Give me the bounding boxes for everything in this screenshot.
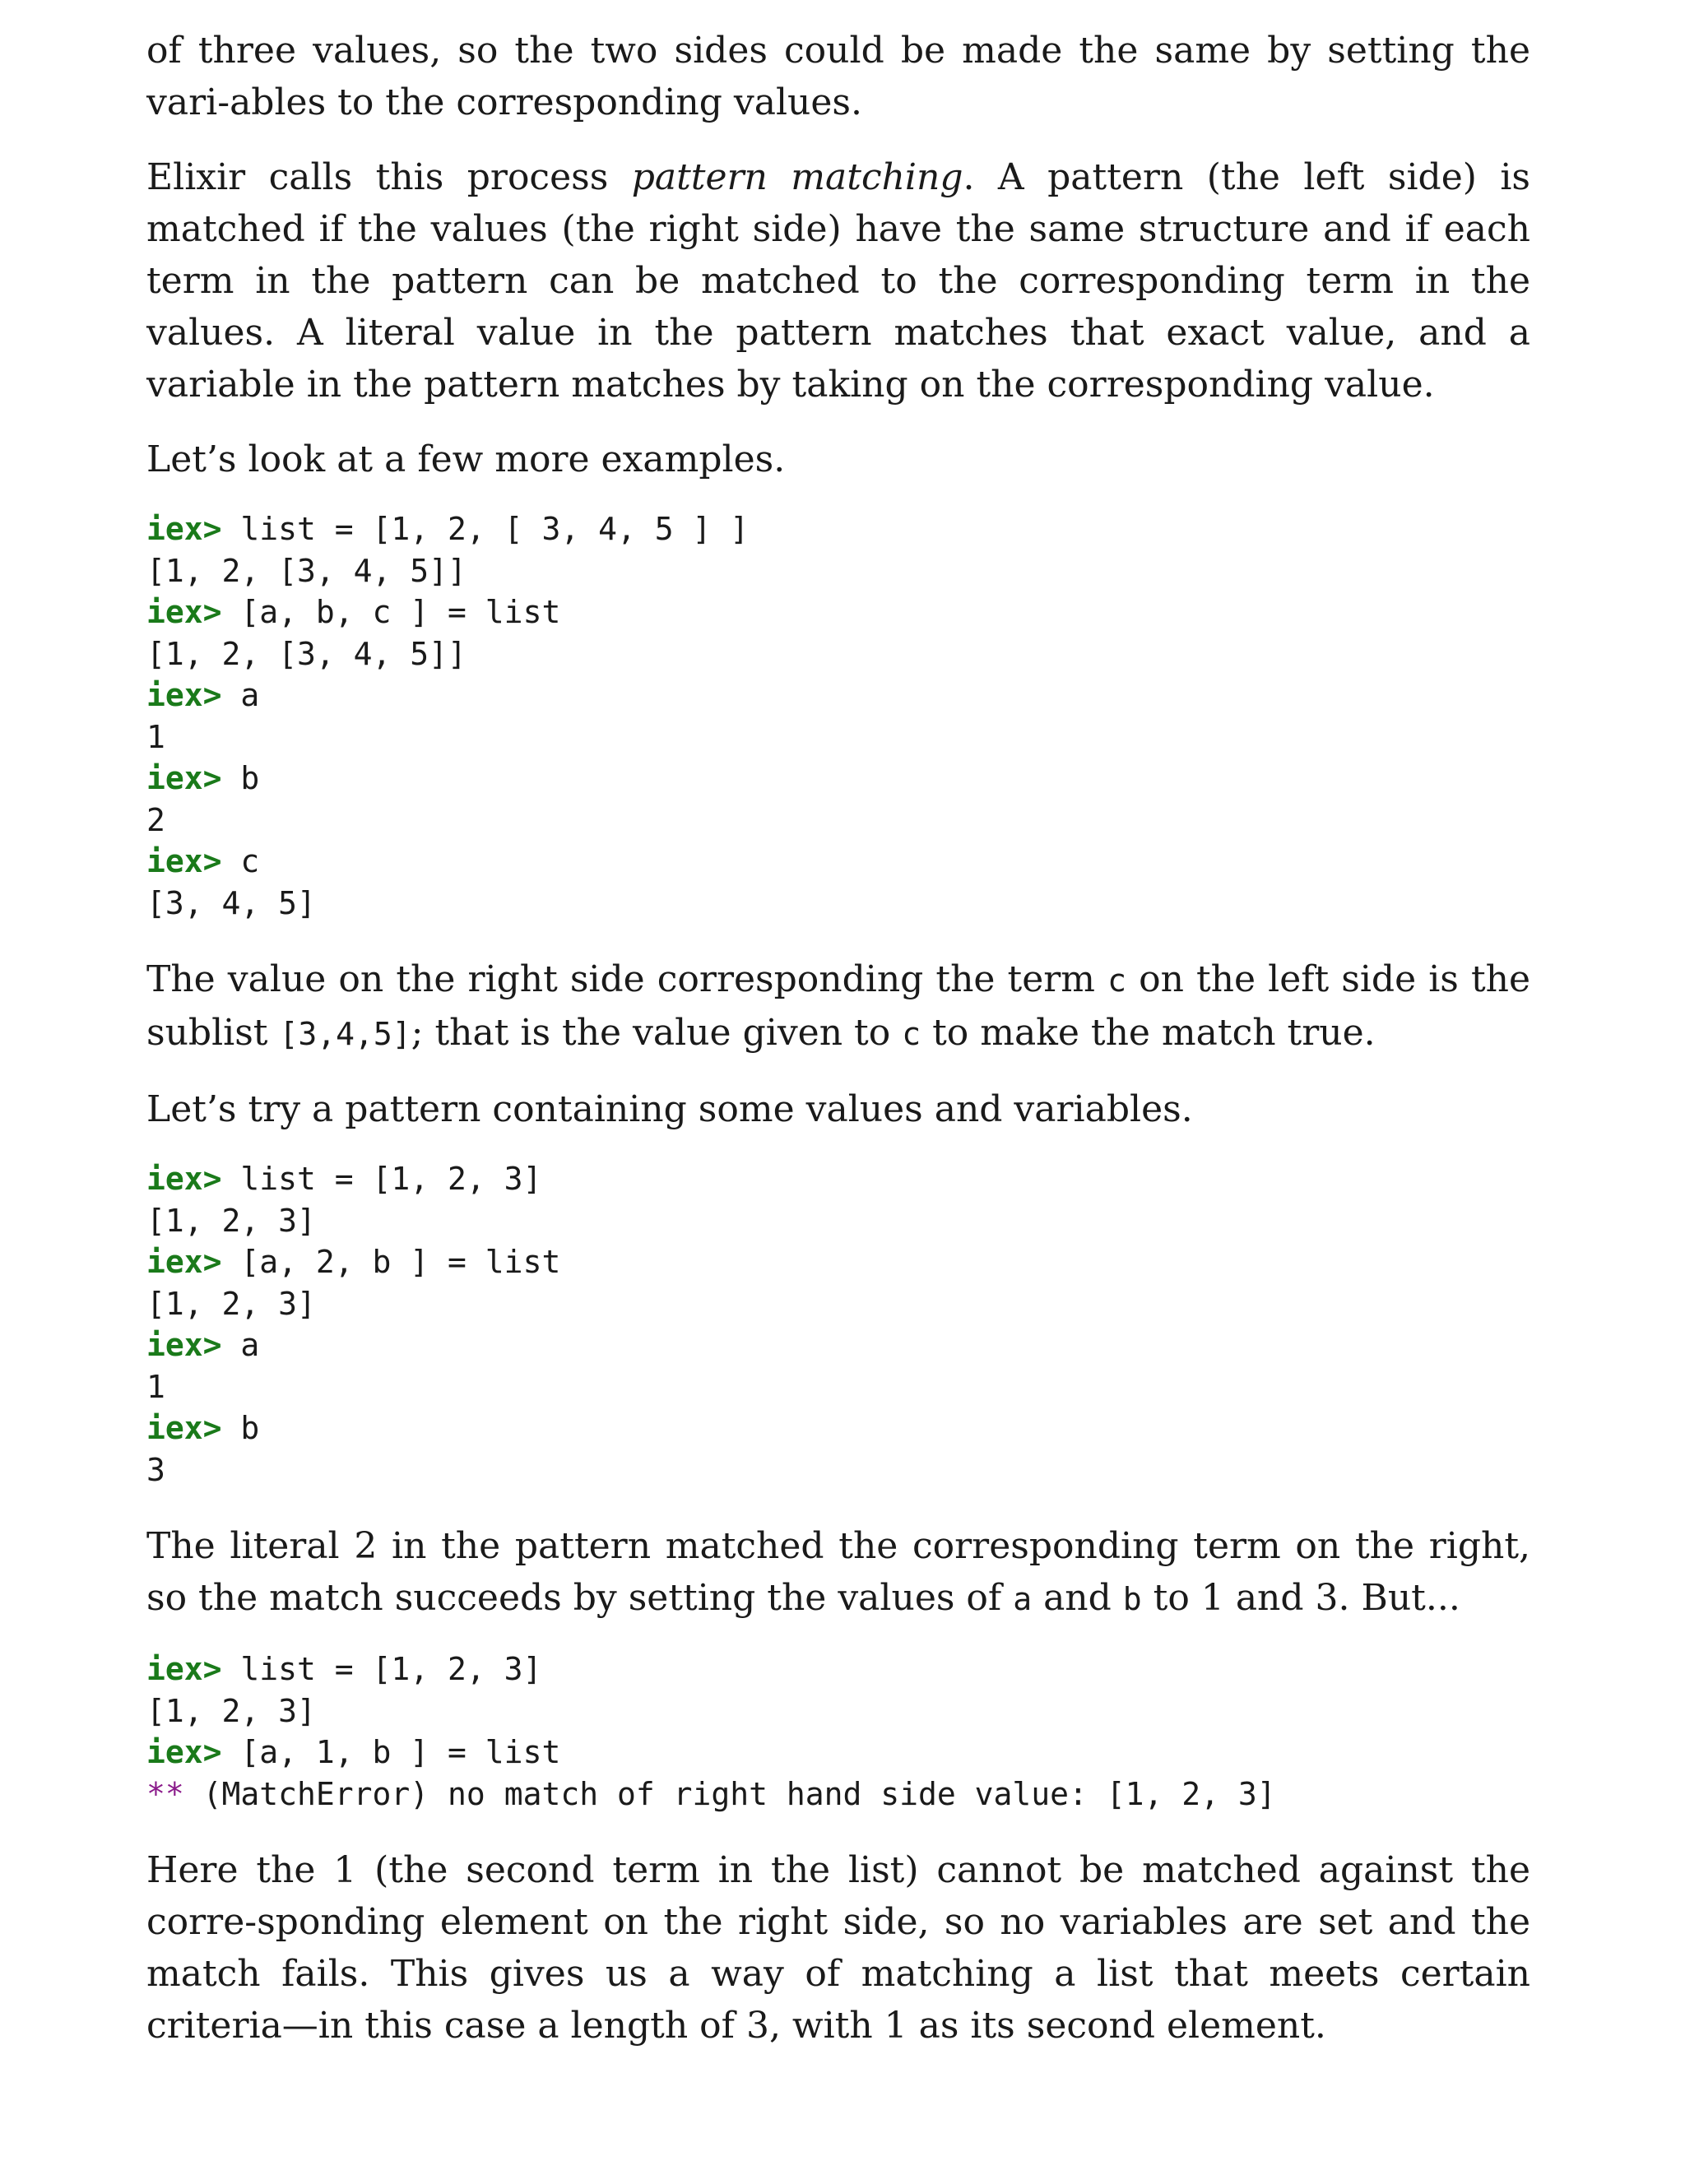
inline-code: a [1013,1581,1033,1617]
code-text: b [221,760,260,796]
code-text: [a, b, c ] = list [221,594,561,630]
iex-prompt: iex> [146,1327,222,1363]
code-text: list = [1, 2, [ 3, 4, 5 ] ] [221,511,750,547]
text-segment: The literal 2 in the pattern matched the corresponding term on the right, so the match succeeds by setting the values of [146,1525,1530,1619]
iex-prompt: iex> [146,1734,222,1770]
inline-code: c [1107,962,1126,999]
paragraph-values-and-variables: Let’s try a pattern containing some values and variables. [146,1088,1193,1130]
code-line [146,1734,560,1770]
code-output: 3 [146,1451,165,1488]
code-output: [1, 2, [3, 4, 5]] [146,552,467,589]
inline-code: c [902,1016,921,1052]
code-line [146,1244,560,1280]
code-output: 1 [146,1368,165,1405]
error-line [146,1776,1276,1812]
code-line [146,1327,259,1363]
iex-prompt: iex> [146,1651,222,1687]
inline-code: [3,4,5] [279,1016,411,1052]
paragraph-examples-intro: Let’s look at a few more examples. [146,438,786,480]
code-output: [1, 2, 3] [146,1285,316,1322]
code-output: [3, 4, 5] [146,884,316,921]
text-segment: to 1 and 3. But... [1141,1577,1460,1619]
code-output: [1, 2, 3] [146,1692,316,1729]
iex-prompt: iex> [146,843,222,879]
paragraph-sublist-explanation [146,953,1530,1060]
iex-prompt: iex> [146,1410,222,1446]
code-text: [a, 1, b ] = list [221,1734,561,1770]
iex-prompt: iex> [146,511,222,547]
text-segment: to make the match true. [921,1012,1376,1054]
iex-prompt: iex> [146,1244,222,1280]
iex-prompt: iex> [146,760,222,796]
code-output: 2 [146,801,165,838]
text-segment: Elixir calls this process [146,156,632,198]
iex-prompt: iex> [146,677,222,713]
code-block-match-error [146,1648,1530,1815]
text-segment: The value on the right side corresponding the term [146,958,1108,1000]
inline-code: b [1122,1581,1142,1617]
code-text: a [221,1327,260,1363]
code-line [146,677,259,713]
error-marker: ** [146,1775,184,1812]
code-block-literal-match [146,1158,1530,1491]
code-line [146,1161,541,1197]
iex-prompt: iex> [146,1161,222,1197]
error-text: (MatchError) no match of right hand side value: [1, 2, 3] [183,1775,1276,1812]
text-segment: . A pattern (the left side) is matched if the values (the right side) have the same structure and if each term in the pattern can be matched to the corresponding term in the values. A literal value in the pattern matches that exact value, and a variable in the pattern matches by taking on the corresponding value. [146,156,1530,406]
code-text: a [221,677,260,713]
code-line [146,843,259,879]
paragraph-intro: of three values, so the two sides could be made the same by setting the vari-ables to the corresponding values. [146,30,1530,123]
paragraph-conclusion: Here the 1 (the second term in the list) cannot be matched against the corre-sponding element on the right side, so no variables are set and the match fails. This gives us a way of matching a list that meets certain criteria—in this case a length of 3, with 1 as its second element. [146,1849,1530,2047]
code-line [146,1651,541,1687]
text-segment: on the left side is the sublist [146,958,1531,1054]
code-text: c [221,843,260,879]
code-block-nested-list [146,508,1530,924]
paragraph-literal-explanation [146,1520,1530,1625]
code-text: b [221,1410,260,1446]
code-line [146,594,560,630]
code-output: 1 [146,718,165,755]
text-segment: ; that is the value given to [411,1012,903,1054]
code-output: [1, 2, 3] [146,1202,316,1239]
code-text: [a, 2, b ] = list [221,1244,561,1280]
text-segment: and [1032,1577,1123,1619]
code-text: list = [1, 2, 3] [221,1651,542,1687]
code-text: list = [1, 2, 3] [221,1161,542,1197]
term-pattern-matching: pattern matching [631,156,963,198]
book-page [146,25,1530,2075]
code-line [146,760,259,796]
code-output: [1, 2, [3, 4, 5]] [146,635,467,672]
code-line [146,511,749,547]
iex-prompt: iex> [146,594,222,630]
paragraph-pattern-matching [146,151,1530,410]
code-line [146,1410,259,1446]
